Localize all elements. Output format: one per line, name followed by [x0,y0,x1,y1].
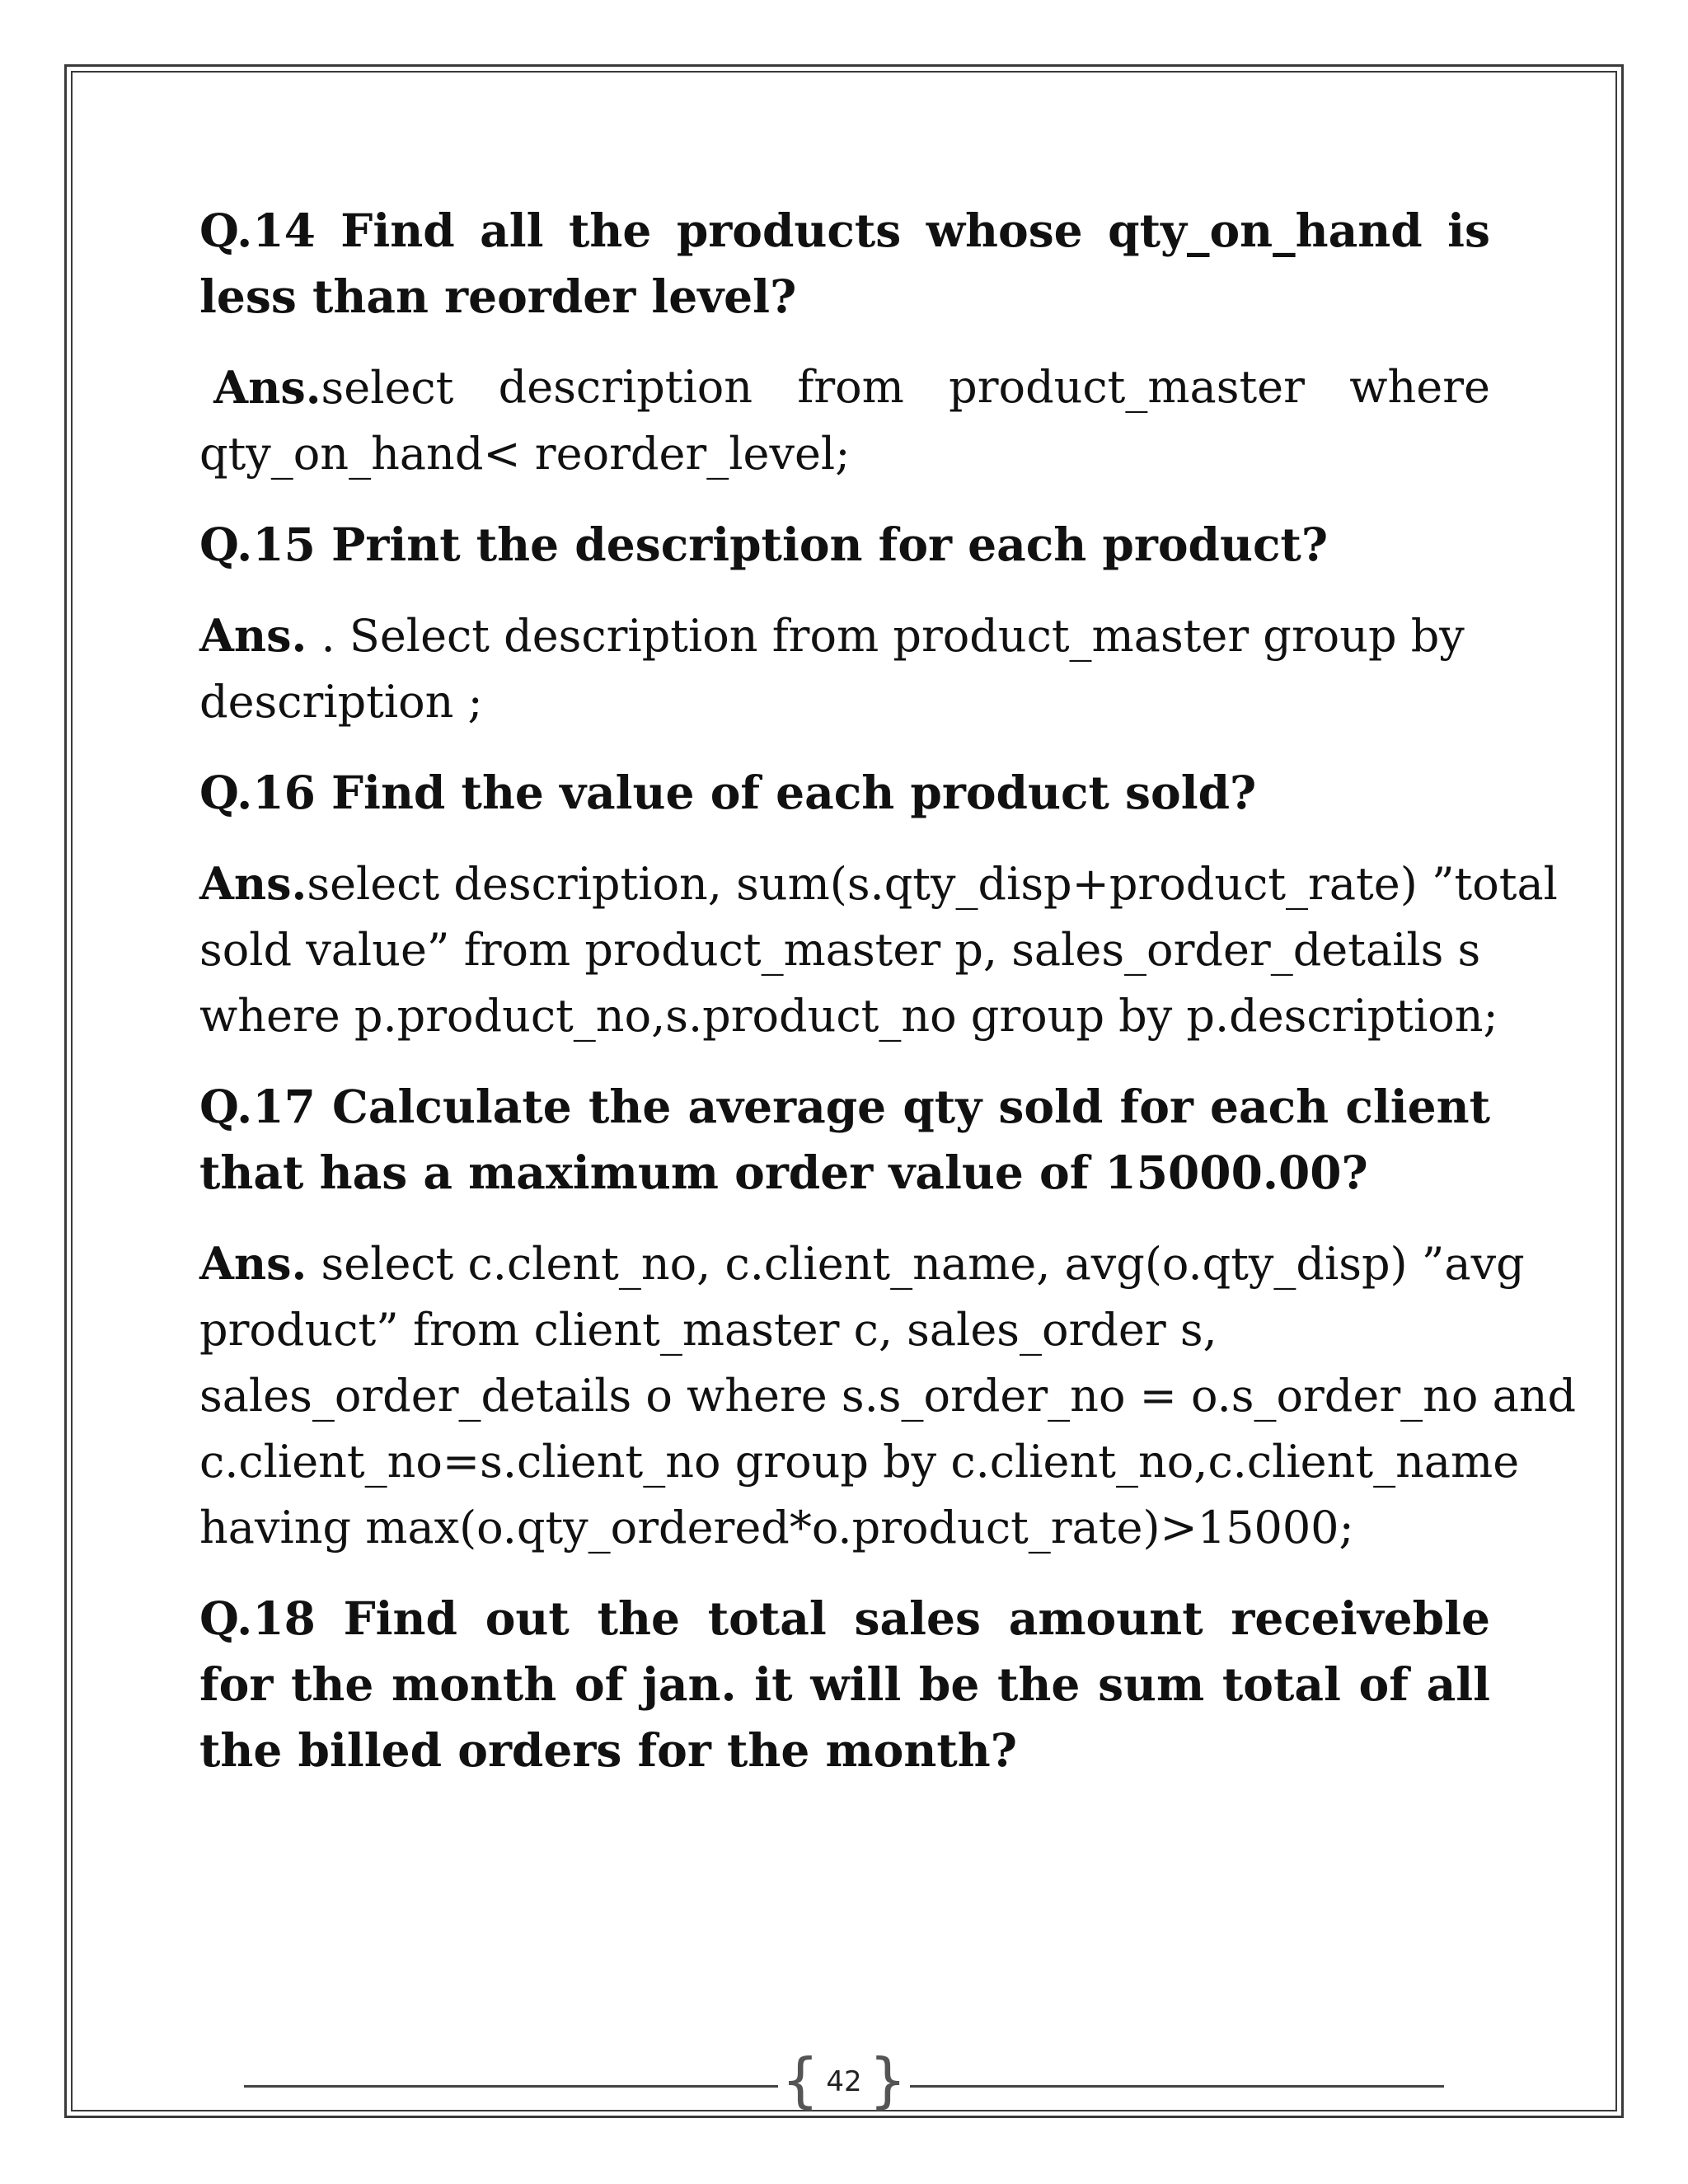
answer-17-line-4: c.client_no=s.client_no group by c.client_no,c.client_name [199,1436,1520,1488]
answer-16 [199,851,1558,1049]
answer-15-text-1: . Select description from product_master group by [307,610,1465,662]
answer-16-text-1: select description, sum(s.qty_disp+product_rate) ”total [307,858,1558,910]
answer-14-word-where: where [1349,361,1490,413]
answer-17-line-1 [199,1230,1525,1297]
right-brace-icon: } [869,2046,907,2115]
page-content [199,198,1577,1808]
answer-17-line-3: sales_order_details o where s.s_order_no = o.s_order_no and [199,1370,1577,1422]
answer-17-line-2: product” from client_master c, sales_order s, [199,1304,1217,1356]
answer-16-line-1 [199,851,1558,917]
question-14: Q.14 Find all the products whose qty_on_hand is less than reorder level? [199,204,1490,323]
answer-16-line-2: sold value” from product_master p, sales_order_details s [199,924,1481,976]
answer-label: Ans. [199,1237,307,1290]
question-18: Q.18 Find out the total sales amount receiveble for the month of jan. it will be the sum total of all the billed orders for the month? [199,1591,1490,1777]
answer-17 [199,1230,1577,1561]
answer-15-line-1 [199,602,1490,669]
answer-14-word-1 [199,354,453,421]
answer-14-line-2: qty_on_hand< reorder_level; [199,428,851,480]
answer-label: Ans. [199,609,307,662]
answer-14 [199,354,1490,487]
answer-17-line-5: having max(o.qty_ordered*o.product_rate)>15000; [199,1502,1354,1554]
question-15: Q.15 Print the description for each product? [199,518,1329,571]
answer-15-line-2: description ; [199,676,483,728]
page-number: 42 [826,2065,862,2098]
answer-14-line-1 [199,354,1490,421]
answer-15 [199,602,1490,735]
left-brace-icon: { [781,2046,819,2115]
page-footer [244,2047,1444,2113]
question-17: Q.17 Calculate the average qty sold for each client that has a maximum order value of 15000.00? [199,1080,1490,1199]
answer-14-word-table: product_master [949,361,1305,413]
answer-14-word-from: from [797,361,904,413]
answer-17-text-1: select c.clent_no, c.client_name, avg(o.qty_disp) ”avg [307,1238,1525,1290]
answer-14-word-select: select [321,362,454,414]
answer-label: Ans. [213,361,321,414]
question-16: Q.16 Find the value of each product sold? [199,766,1257,819]
answer-label: Ans. [199,857,307,910]
answer-14-word-description: description [498,361,753,413]
answer-16-line-3: where p.product_no,s.product_no group by p.description; [199,990,1498,1042]
